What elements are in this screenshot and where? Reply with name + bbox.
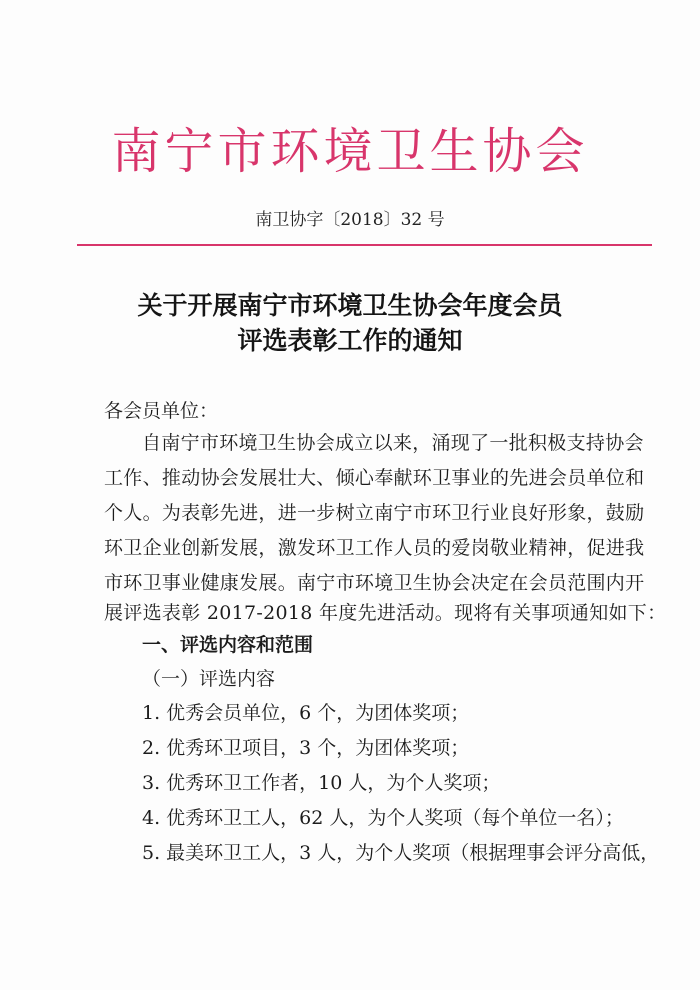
notice-title-line-1: 关于开展南宁市环境卫生协会年度会员 bbox=[137, 291, 563, 320]
notice-title bbox=[0, 288, 700, 358]
list-item: 4. 优秀环卫工人，62 人，为个人奖项（每个单位一名）； bbox=[142, 807, 624, 829]
paragraph-line: 市环卫事业健康发展。南宁市环境卫生协会决定在会员范围内开 bbox=[104, 572, 645, 594]
document-number: 南卫协字〔2018〕32 号 bbox=[255, 210, 445, 230]
paragraph-line: 自南宁市环境卫生协会成立以来，涌现了一批积极支持协会 bbox=[142, 432, 644, 454]
notice-title-line-2: 评选表彰工作的通知 bbox=[237, 326, 463, 355]
list-item: 3. 优秀环卫工作者，10 人，为个人奖项； bbox=[142, 772, 501, 794]
list-item: 5. 最美环卫工人，3 人，为个人奖项（根据理事会评分高低， bbox=[142, 842, 660, 864]
organization-title: 南宁市环境卫生协会 bbox=[111, 123, 589, 180]
salutation: 各会员单位： bbox=[104, 400, 219, 422]
list-item: 1. 优秀会员单位，6 个，为团体奖项； bbox=[142, 702, 470, 724]
paragraph-line: 个人。为表彰先进，进一步树立南宁市环卫行业良好形象，鼓励 bbox=[104, 502, 645, 524]
paragraph-line: 展评选表彰 2017-2018 年度先进活动。现将有关事项通知如下： bbox=[104, 602, 667, 624]
paragraph-line: 工作、推动协会发展壮大、倾心奉献环卫事业的先进会员单位和 bbox=[104, 467, 645, 489]
paragraph-line: 环卫企业创新发展，激发环卫工作人员的爱岗敬业精神，促进我 bbox=[104, 537, 645, 559]
subsection-heading: （一）评选内容 bbox=[142, 668, 276, 690]
section-heading: 一、评选内容和范围 bbox=[142, 634, 314, 656]
list-item: 2. 优秀环卫项目，3 个，为团体奖项； bbox=[142, 737, 470, 759]
red-divider-line bbox=[77, 244, 652, 246]
